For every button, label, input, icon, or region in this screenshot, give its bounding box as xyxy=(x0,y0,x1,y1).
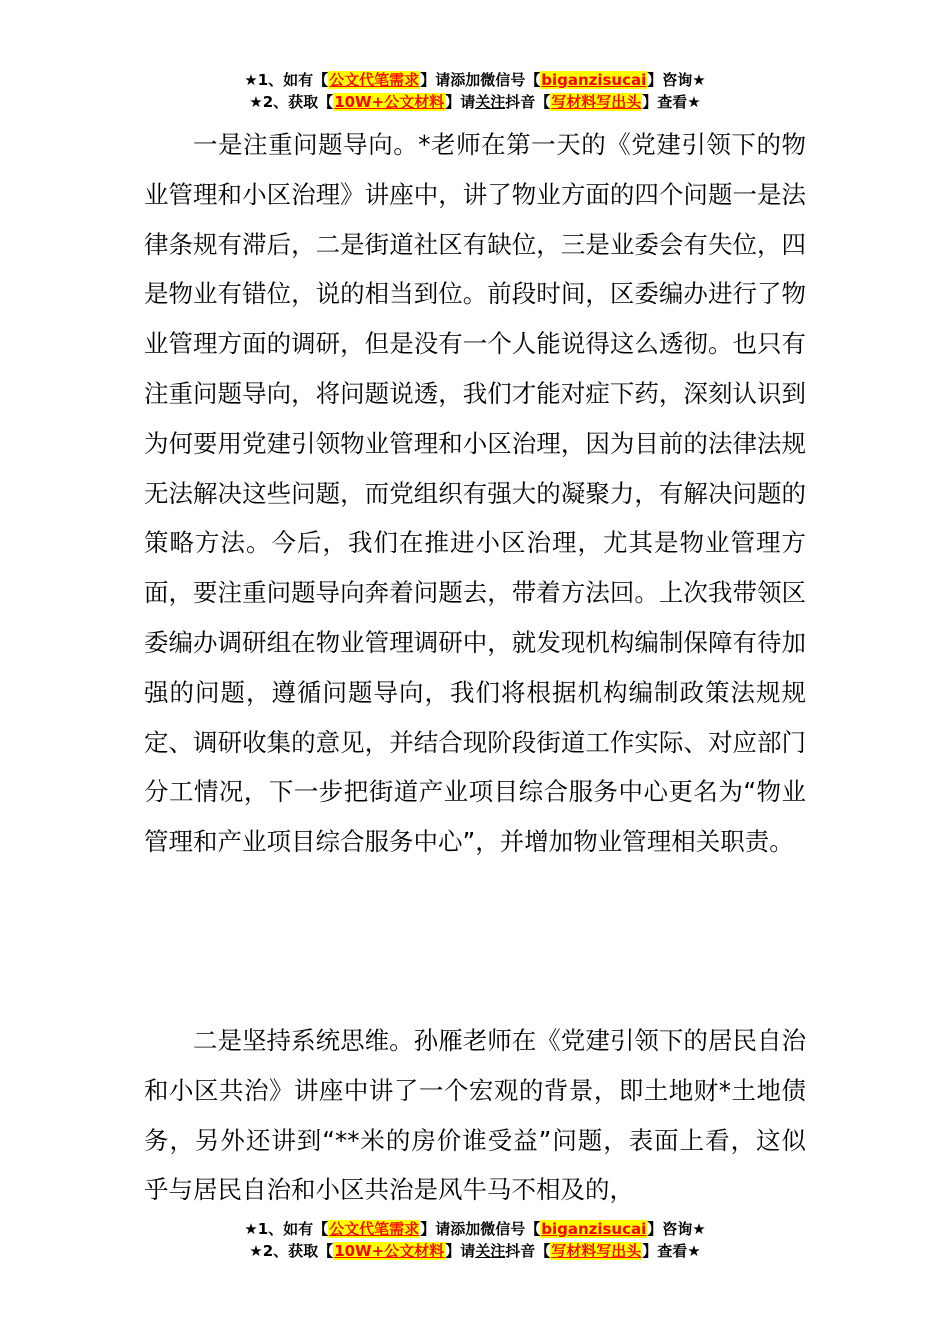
footer-line-2-prefix: ★2、获取【 xyxy=(249,1242,334,1260)
banner-line-1-mid: 】请添加微信号【 xyxy=(420,71,541,89)
banner-highlight-materials: 10W+公文材料 xyxy=(334,93,445,111)
banner-line-2 xyxy=(0,91,950,113)
footer-highlight-account: 写材料写出头 xyxy=(551,1242,642,1260)
footer-line-2-mid2: 抖音【 xyxy=(505,1242,551,1260)
footer-line-2-suffix: 】查看★ xyxy=(642,1242,701,1260)
footer-banner-line-1 xyxy=(0,1218,950,1240)
footer-line-1-suffix: 】咨询★ xyxy=(647,1220,706,1238)
paragraph-problem-orientation: 一是注重问题导向。*老师在第一天的《党建引领下的物业管理和小区治理》讲座中，讲了物业方面的四个问题一是法律条规有滞后，二是街道社区有缺位，三是业委会有失位，四是物业有错位，说的相当到位。前段时间，区委编办进行了物业管理方面的调研，但是没有一个人能说得这么透彻。也只有注重问题导向，将问题说透，我们才能对症下药，深刻认识到为何要用党建引领物业管理和小区治理，因为目前的法律法规无法解决这些问题，而党组织有强大的凝聚力，有解决问题的策略方法。今后，我们在推进小区治理，尤其是物业管理方面，要注重问题导向奔着问题去，带着方法回。上次我带领区委编办调研组在物业管理调研中，就发现机构编制保障有待加强的问题，遵循问题导向，我们将根据机构编制政策法规规定、调研收集的意见，并结合现阶段街道工作实际、对应部门分工情况，下一步把街道产业项目综合服务中心更名为“物业管理和产业项目综合服务中心”，并增加物业管理相关职责。 xyxy=(144,130,806,857)
banner-line-2-suffix: 】查看★ xyxy=(642,93,701,111)
footer-highlight-materials: 10W+公文材料 xyxy=(334,1242,445,1260)
banner-line-1-suffix: 】咨询★ xyxy=(647,71,706,89)
banner-line-1-prefix: ★1、如有【 xyxy=(244,71,329,89)
footer-underlined-follow: 关注 xyxy=(475,1242,506,1260)
banner-highlight-account: 写材料写出头 xyxy=(551,93,642,111)
banner-line-1 xyxy=(0,69,950,91)
banner-underlined-follow: 关注 xyxy=(475,93,506,111)
footer-highlight-service: 公文代笔需求 xyxy=(329,1220,420,1238)
banner-line-2-prefix: ★2、获取【 xyxy=(249,93,334,111)
footer-banner-line-2 xyxy=(0,1240,950,1262)
footer-banner xyxy=(0,1218,950,1262)
banner-line-2-mid2: 抖音【 xyxy=(505,93,551,111)
banner-line-2-mid1: 】请 xyxy=(445,93,476,111)
banner-highlight-wechat-id: biganzisucai xyxy=(541,71,647,89)
header-banner xyxy=(0,69,950,113)
banner-highlight-service: 公文代笔需求 xyxy=(329,71,420,89)
footer-line-1-prefix: ★1、如有【 xyxy=(244,1220,329,1238)
footer-highlight-wechat-id: biganzisucai xyxy=(541,1220,647,1238)
paragraph-system-thinking: 二是坚持系统思维。孙雁老师在《党建引领下的居民自治和小区共治》讲座中讲了一个宏观的背景，即土地财*土地债务，另外还讲到“**米的房价谁受益”问题，表面上看，这似乎与居民自治和小区共治是风牛马不相及的， xyxy=(144,1026,806,1205)
footer-line-2-mid1: 】请 xyxy=(445,1242,476,1260)
footer-line-1-mid: 】请添加微信号【 xyxy=(420,1220,541,1238)
